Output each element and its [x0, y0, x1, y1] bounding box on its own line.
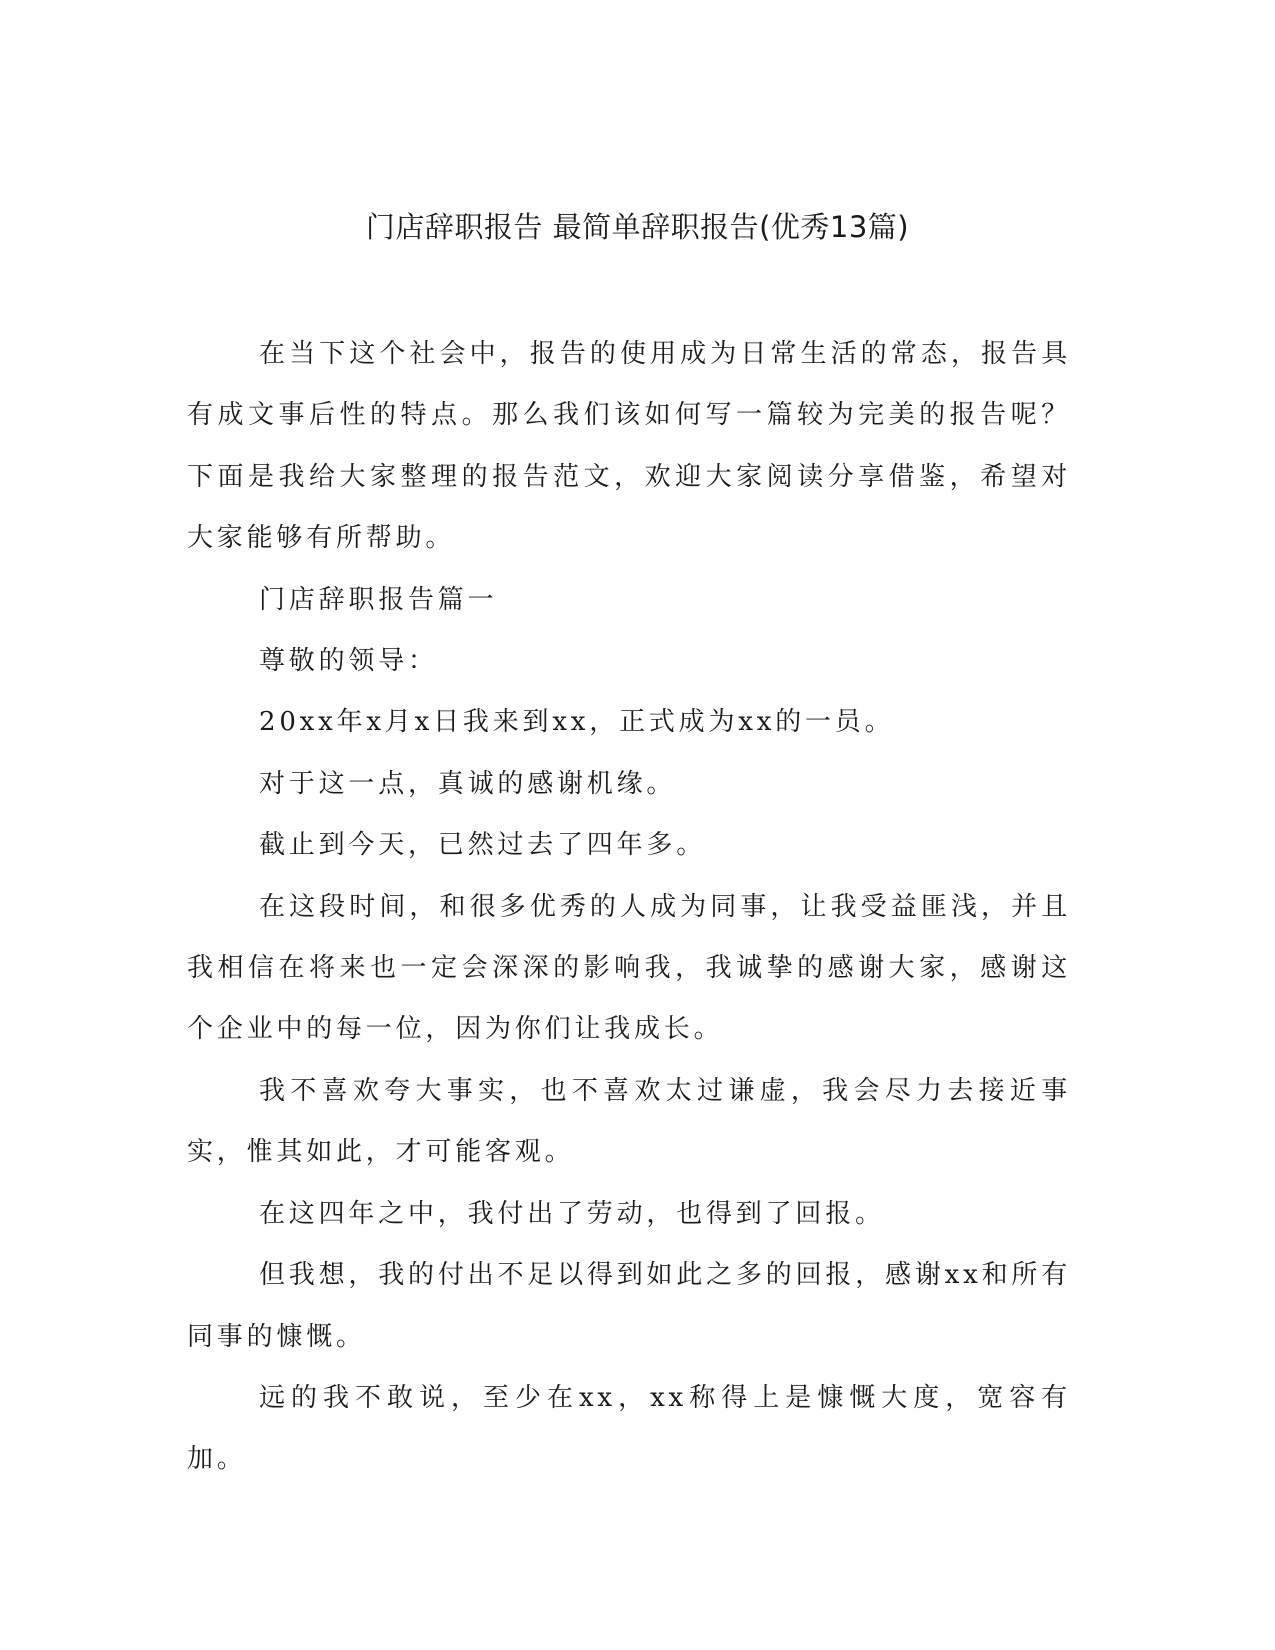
document-body: [187, 324, 1071, 1491]
document-title: 门店辞职报告 最简单辞职报告(优秀13篇): [365, 210, 910, 244]
body-paragraph: 20xx年x月x日我来到xx，正式成为xx的一员。: [259, 707, 895, 738]
section-heading: 门店辞职报告篇一: [259, 584, 498, 615]
body-paragraph: 在这段时间，和很多优秀的人成为同事，让我受益匪浅，并且我相信在将来也一定会深深的影响我，我诚挚的感谢大家，感谢这个企业中的每一位，因为你们让我成长。: [187, 891, 1071, 1045]
body-paragraph: 截止到今天，已然过去了四年多。: [259, 830, 707, 861]
body-paragraph: 但我想，我的付出不足以得到如此之多的回报，感谢xx和所有同事的慷慨。: [187, 1260, 1071, 1352]
body-paragraph: 远的我不敢说，至少在xx，xx称得上是慷慨大度，宽容有加。: [187, 1382, 1071, 1475]
intro-paragraph: 在当下这个社会中，报告的使用成为日常生活的常态，报告具有成文事后性的特点。那么我们该如何写一篇较为完美的报告呢？下面是我给大家整理的报告范文，欢迎大家阅读分享借鉴，希望对大家能够有所帮助。: [187, 339, 1071, 554]
body-paragraph: 在这四年之中，我付出了劳动，也得到了回报。: [259, 1198, 885, 1229]
body-paragraph: 我不喜欢夸大事实，也不喜欢太过谦虚，我会尽力去接近事实，惟其如此，才可能客观。: [187, 1075, 1071, 1168]
body-paragraph: 对于这一点，真诚的感谢机缘。: [259, 768, 677, 799]
salutation: 尊敬的领导：: [259, 646, 438, 677]
